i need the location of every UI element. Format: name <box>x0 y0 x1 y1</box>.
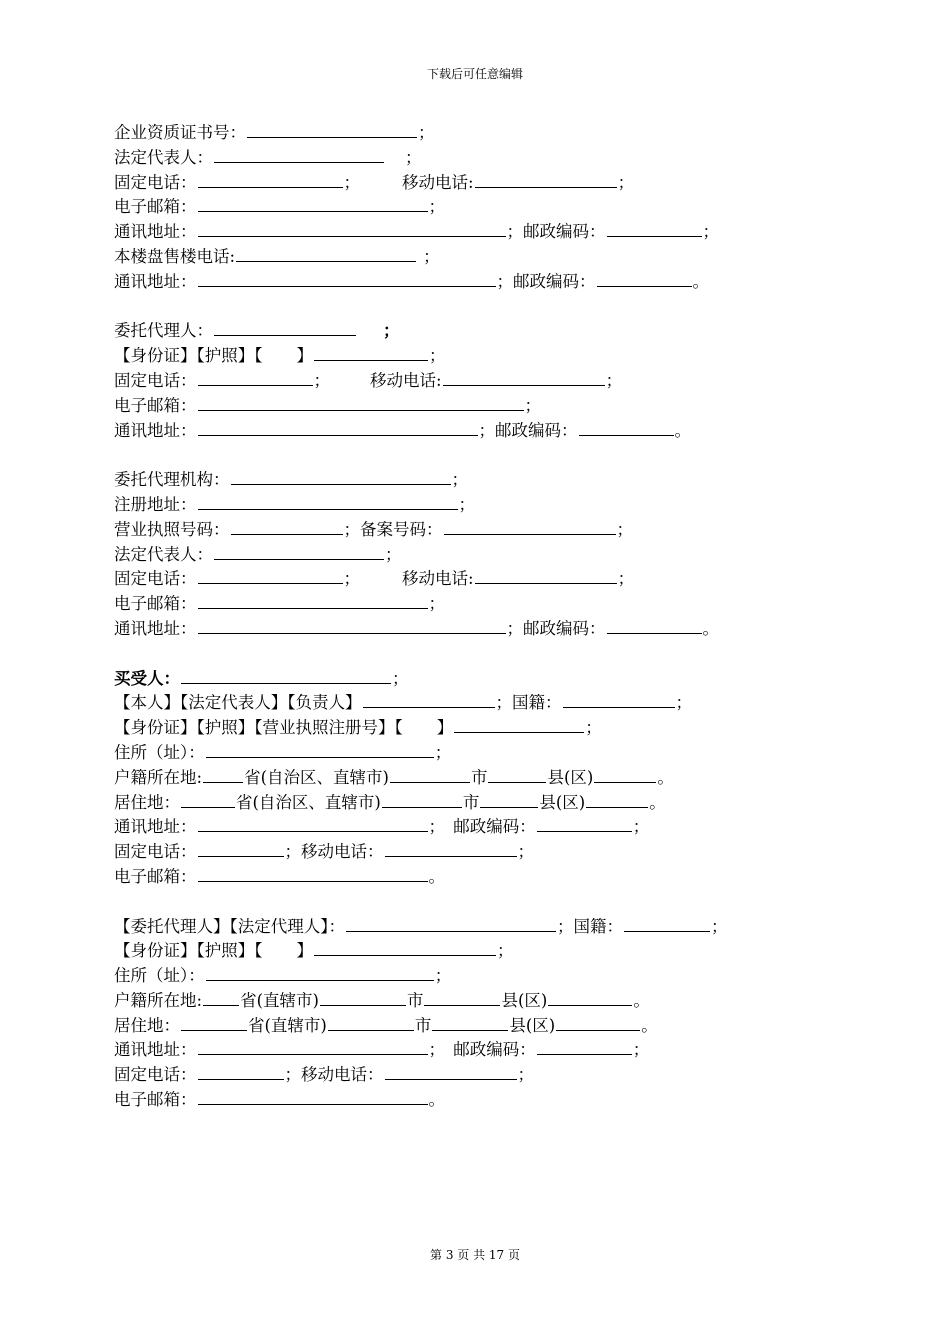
buyer-hukou-county-field[interactable] <box>488 765 546 783</box>
buyer-living-city-field[interactable] <box>382 790 462 808</box>
buyer-id-types: 【身份证】【护照】【营业执照注册号】【 <box>114 718 403 738</box>
buyer-email-field[interactable] <box>198 864 428 882</box>
agent-address-label: 通讯地址： <box>114 420 197 440</box>
agency-mobile-label: 移动电话: <box>402 569 474 589</box>
agency-address-field[interactable] <box>198 616 506 634</box>
buyer-agent-phone-field[interactable] <box>198 1062 284 1080</box>
buyer-agent-hukou-detail-field[interactable] <box>548 988 632 1006</box>
buyer-agent-nationality-field[interactable] <box>624 914 710 932</box>
postcode-label: ；邮政编码： <box>506 222 606 242</box>
cert-number-label: 企业资质证书号： <box>114 123 246 142</box>
email-label: 电子邮箱： <box>114 197 197 217</box>
buyer-address-label: 通讯地址： <box>114 817 197 837</box>
page-header: 下载后可任意编辑 <box>426 67 523 81</box>
buyer-agent-id-line: 【身份证】【护照】【 】 ； <box>114 938 814 963</box>
mobile-field[interactable] <box>475 170 617 188</box>
buyer-nationality-field[interactable] <box>563 690 675 708</box>
agent-address-field[interactable] <box>198 418 478 436</box>
cert-number-field[interactable] <box>247 120 417 138</box>
agency-license-field[interactable] <box>231 517 343 535</box>
buyer-agent-address-line: 通讯地址： ； 邮政编码： ； <box>114 1037 814 1062</box>
sales-phone-label: 本楼盘售楼电话: <box>114 246 236 266</box>
buyer-mobile-field[interactable] <box>385 839 517 857</box>
buyer-field[interactable] <box>181 666 391 684</box>
buyer-agent-email-field[interactable] <box>198 1087 428 1105</box>
agent-email-line: 电子邮箱： ； <box>114 393 814 418</box>
agency-address-label: 通讯地址： <box>114 618 197 638</box>
buyer-hukou-detail-field[interactable] <box>594 765 656 783</box>
address-line: 通讯地址： ；邮政编码： ； <box>114 219 814 244</box>
legal-rep-field[interactable] <box>214 145 384 163</box>
buyer-hukou-line: 户籍所在地: 省(自治区、直辖市) 市 县(区) 。 <box>114 765 814 790</box>
agent-line: 委托代理人： ； <box>114 318 814 343</box>
agency-legal-rep-field[interactable] <box>214 542 384 560</box>
buyer-agent-phone-label: 固定电话： <box>114 1065 197 1085</box>
buyer-agent-mobile-field[interactable] <box>385 1062 517 1080</box>
agent-address-line: 通讯地址： ；邮政编码： 。 <box>114 418 814 443</box>
buyer-residence-label: 住所（址）： <box>114 742 205 762</box>
agent-label: 委托代理人： <box>114 321 213 341</box>
buyer-agent-residence-line: 住所（址）： ； <box>114 963 814 988</box>
agency-mobile-field[interactable] <box>475 566 617 584</box>
agent-postcode-label: ；邮政编码： <box>478 420 578 440</box>
buyer-agent-hukou-county-field[interactable] <box>424 988 500 1006</box>
buyer-phone-label: 固定电话： <box>114 842 197 862</box>
buyer-agent-phone-line: 固定电话： ；移动电话： ； <box>114 1062 814 1087</box>
phone-line: 固定电话： ； 移动电话: ； <box>114 170 814 195</box>
agency-reg-address-line: 注册地址： ； <box>114 492 814 517</box>
buyer-label: 买受人： <box>114 668 180 688</box>
buyer-postcode-field[interactable] <box>537 814 632 832</box>
buyer-address-line: 通讯地址： ； 邮政编码： ； <box>114 814 814 839</box>
buyer-address-field[interactable] <box>198 814 428 832</box>
email-line: 电子邮箱： ； <box>114 194 814 219</box>
buyer-phone-line: 固定电话： ；移动电话： ； <box>114 839 814 864</box>
agent-id-field[interactable] <box>314 343 428 361</box>
buyer-agent-living-province-field[interactable] <box>181 1013 247 1031</box>
agent-phone-field[interactable] <box>198 368 313 386</box>
buyer-mobile-label: ；移动电话： <box>284 842 384 862</box>
agency-label: 委托代理机构： <box>114 470 230 490</box>
buyer-role-line: 【本人】【法定代表人】【负责人】 ；国籍： ； <box>114 690 814 715</box>
agency-email-line: 电子邮箱： ； <box>114 591 814 616</box>
buyer-agent-hukou-city-field[interactable] <box>320 988 406 1006</box>
agency-postcode-label: ；邮政编码： <box>506 618 606 638</box>
agent-id-line: 【身份证】【护照】【 】 ； <box>114 343 814 368</box>
buyer-agent-line: 【委托代理人】【法定代理人】： ；国籍： ； <box>114 914 814 939</box>
buyer-agent-label: 【委托代理人】【法定代理人】： <box>114 916 345 936</box>
buyer-agent-field[interactable] <box>346 914 556 932</box>
agency-record-label: ；备案号码： <box>343 519 443 539</box>
buyer-email-line: 电子邮箱： 。 <box>114 864 814 889</box>
legal-rep-label: 法定代表人： <box>114 147 213 167</box>
buyer-agent-address-field[interactable] <box>198 1037 428 1055</box>
buyer-nationality-label: ；国籍： <box>495 693 562 713</box>
buyer-living-county-field[interactable] <box>480 790 538 808</box>
agent-postcode-field[interactable] <box>579 418 674 436</box>
address2-field[interactable] <box>198 269 496 287</box>
buyer-living-line: 居住地： 省(自治区、直辖市) 市 县(区) 。 <box>114 790 814 815</box>
agency-line: 委托代理机构： ； <box>114 467 814 492</box>
buyer-agent-hukou-line: 户籍所在地: 省(直辖市) 市 县(区) 。 <box>114 988 814 1013</box>
buyer-hukou-city-field[interactable] <box>390 765 470 783</box>
agency-license-line: 营业执照号码： ；备案号码： ； <box>114 517 814 542</box>
agency-legal-rep-line: 法定代表人： ； <box>114 542 814 567</box>
address-field[interactable] <box>198 219 506 237</box>
address-label: 通讯地址： <box>114 222 197 242</box>
sales-phone-field[interactable] <box>236 244 416 262</box>
buyer-agent-hukou-label: 户籍所在地: <box>114 990 203 1010</box>
email-field[interactable] <box>198 194 428 212</box>
postcode2-field[interactable] <box>597 269 692 287</box>
phone-label: 固定电话： <box>114 172 197 192</box>
legal-rep-line: 法定代表人： ； <box>114 145 814 170</box>
buyer-agent-email-line: 电子邮箱： 。 <box>114 1087 814 1112</box>
buyer-roles: 【本人】【法定代表人】【负责人】 <box>114 693 362 713</box>
agent-email-field[interactable] <box>198 393 524 411</box>
buyer-agent-living-line: 居住地： 省(直辖市) 市 县(区) 。 <box>114 1013 814 1038</box>
buyer-living-province-field[interactable] <box>181 790 235 808</box>
agency-email-field[interactable] <box>198 591 428 609</box>
buyer-agent-living-detail-field[interactable] <box>556 1013 640 1031</box>
buyer-agent-mobile-label: ；移动电话： <box>284 1065 384 1085</box>
buyer-agent-hukou-province-field[interactable] <box>203 988 239 1006</box>
sales-phone-line: 本楼盘售楼电话: ； <box>114 244 814 269</box>
buyer-email-label: 电子邮箱： <box>114 866 197 886</box>
buyer-agent-living-city-field[interactable] <box>328 1013 414 1031</box>
agency-field[interactable] <box>231 467 451 485</box>
buyer-postcode-label: ； 邮政编码： <box>428 817 536 837</box>
agency-reg-address-label: 注册地址： <box>114 494 197 514</box>
agency-reg-address-field[interactable] <box>198 492 458 510</box>
phone-field[interactable] <box>198 170 343 188</box>
buyer-agent-postcode-label: ； 邮政编码： <box>428 1040 536 1060</box>
buyer-living-label: 居住地： <box>114 792 180 812</box>
agent-phone-label: 固定电话： <box>114 370 197 390</box>
buyer-phone-field[interactable] <box>198 839 284 857</box>
buyer-id-field[interactable] <box>454 715 584 733</box>
buyer-agent-address-label: 通讯地址： <box>114 1040 197 1060</box>
postcode-field[interactable] <box>607 219 702 237</box>
buyer-agent-nationality-label: ；国籍： <box>557 916 623 936</box>
agent-phone-line: 固定电话： ； 移动电话: ； <box>114 368 814 393</box>
buyer-living-detail-field[interactable] <box>586 790 648 808</box>
agency-address-line: 通讯地址： ；邮政编码： 。 <box>114 616 814 641</box>
address2-label: 通讯地址： <box>114 271 197 291</box>
agency-phone-label: 固定电话： <box>114 569 197 589</box>
buyer-id-line: 【身份证】【护照】【营业执照注册号】【 】 ； <box>114 715 814 740</box>
agency-phone-field[interactable] <box>198 566 343 584</box>
buyer-agent-residence-field[interactable] <box>206 963 434 981</box>
mobile-label: 移动电话: <box>402 172 474 192</box>
buyer-role-field[interactable] <box>363 690 495 708</box>
cert-number-line: 企业资质证书号： ； <box>114 120 814 145</box>
buyer-agent-email-label: 电子邮箱： <box>114 1090 197 1110</box>
agent-mobile-label: 移动电话: <box>370 370 442 390</box>
agent-id-types: 【身份证】【护照】【 <box>114 346 263 366</box>
agency-record-field[interactable] <box>444 517 616 535</box>
agent-mobile-field[interactable] <box>443 368 605 386</box>
address2-line: 通讯地址： ；邮政编码： 。 <box>114 269 814 294</box>
page-footer: 第 3 页 共 17 页 <box>430 1248 520 1262</box>
buyer-residence-field[interactable] <box>206 740 434 758</box>
buyer-agent-residence-label: 住所（址）： <box>114 966 205 986</box>
buyer-line: 买受人： ； <box>114 666 814 691</box>
agent-field[interactable] <box>214 318 356 336</box>
buyer-agent-id-types: 【身份证】【护照】【 <box>114 941 263 961</box>
agency-phone-line: 固定电话： ； 移动电话: ； <box>114 566 814 591</box>
agency-postcode-field[interactable] <box>607 616 702 634</box>
agency-email-label: 电子邮箱： <box>114 594 197 614</box>
agent-email-label: 电子邮箱： <box>114 395 197 415</box>
buyer-agent-living-label: 居住地： <box>114 1015 180 1035</box>
postcode2-label: ；邮政编码： <box>496 271 596 291</box>
agency-legal-rep-label: 法定代表人： <box>114 544 213 564</box>
contract-parties-form <box>114 120 814 1112</box>
buyer-agent-postcode-field[interactable] <box>537 1037 632 1055</box>
buyer-residence-line: 住所（址）： ； <box>114 740 814 765</box>
buyer-agent-living-county-field[interactable] <box>432 1013 508 1031</box>
buyer-agent-id-field[interactable] <box>314 938 496 956</box>
agency-license-label: 营业执照号码： <box>114 519 230 539</box>
buyer-hukou-label: 户籍所在地: <box>114 767 203 787</box>
buyer-hukou-province-field[interactable] <box>203 765 243 783</box>
